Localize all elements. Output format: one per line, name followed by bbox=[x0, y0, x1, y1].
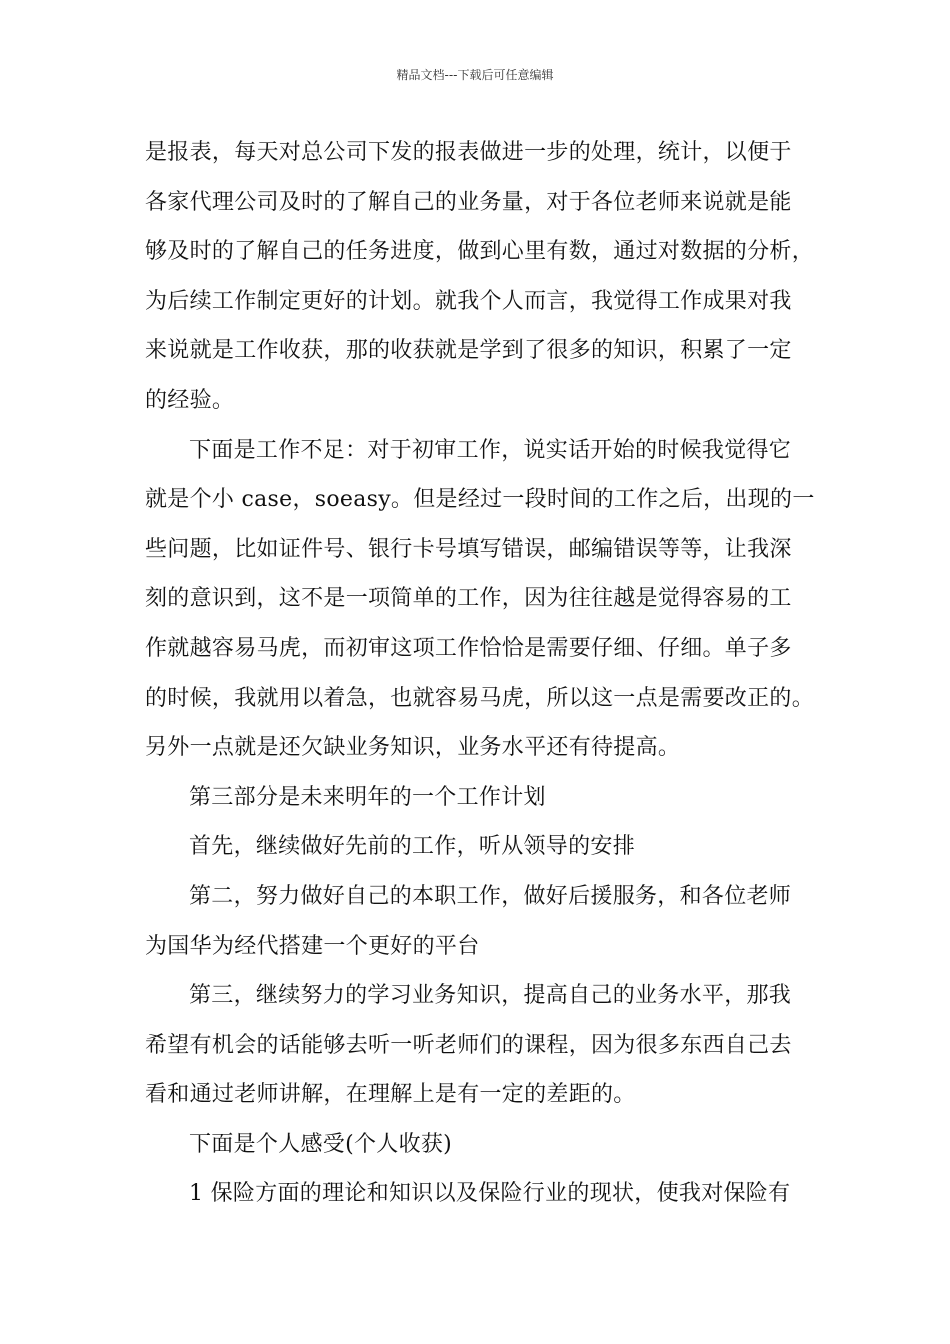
text-line: 1 保险方面的理论和知识以及保险行业的现状，使我对保险有 bbox=[189, 1181, 791, 1207]
text-line: 刻的意识到，这不是一项简单的工作，因为往往越是觉得容易的工 bbox=[145, 586, 792, 612]
text-line: 就是个小 case，soeasy。但是经过一段时间的工作之后，出现的一 bbox=[145, 487, 815, 513]
text-line: 为国华为经代搭建一个更好的平台 bbox=[145, 933, 480, 959]
page-header: 精品文档---下载后可任意编辑 bbox=[396, 68, 554, 82]
text-line: 够及时的了解自己的任务进度，做到心里有数，通过对数据的分析， bbox=[145, 239, 815, 265]
document-body bbox=[145, 128, 825, 1219]
text-line: 作就越容易马虎，而初审这项工作恰恰是需要仔细、仔细。单子多 bbox=[145, 635, 792, 661]
text-line: 些问题，比如证件号、银行卡号填写错误，邮编错误等等，让我深 bbox=[145, 536, 792, 562]
text-line: 首先，继续做好先前的工作，听从领导的安排 bbox=[189, 834, 636, 860]
text-line: 为后续工作制定更好的计划。就我个人而言，我觉得工作成果对我 bbox=[145, 288, 792, 314]
text-line: 希望有机会的话能够去听一听老师们的课程，因为很多东西自己去 bbox=[145, 1032, 792, 1058]
text-line: 是报表，每天对总公司下发的报表做进一步的处理，统计，以便于 bbox=[145, 140, 792, 165]
text-line: 第二，努力做好自己的本职工作，做好后援服务，和各位老师 bbox=[189, 883, 792, 909]
text-line: 下面是个人感受(个人收获) bbox=[189, 1131, 453, 1157]
text-line: 另外一点就是还欠缺业务知识，业务水平还有待提高。 bbox=[145, 735, 681, 761]
text-line: 来说就是工作收获，那的收获就是学到了很多的知识，积累了一定 bbox=[145, 338, 792, 364]
text-line: 下面是工作不足：对于初审工作，说实话开始的时候我觉得它 bbox=[189, 437, 792, 463]
text-line: 看和通过老师讲解，在理解上是有一定的差距的。 bbox=[145, 1082, 636, 1108]
text-line: 的时候，我就用以着急，也就容易马虎，所以这一点是需要改正的。 bbox=[145, 685, 815, 711]
text-line: 第三，继续努力的学习业务知识，提高自己的业务水平，那我 bbox=[189, 983, 792, 1009]
text-line: 的经验。 bbox=[145, 387, 235, 413]
text-line: 第三部分是未来明年的一个工作计划 bbox=[189, 784, 546, 810]
text-line: 各家代理公司及时的了解自己的业务量，对于各位老师来说就是能 bbox=[145, 189, 792, 215]
